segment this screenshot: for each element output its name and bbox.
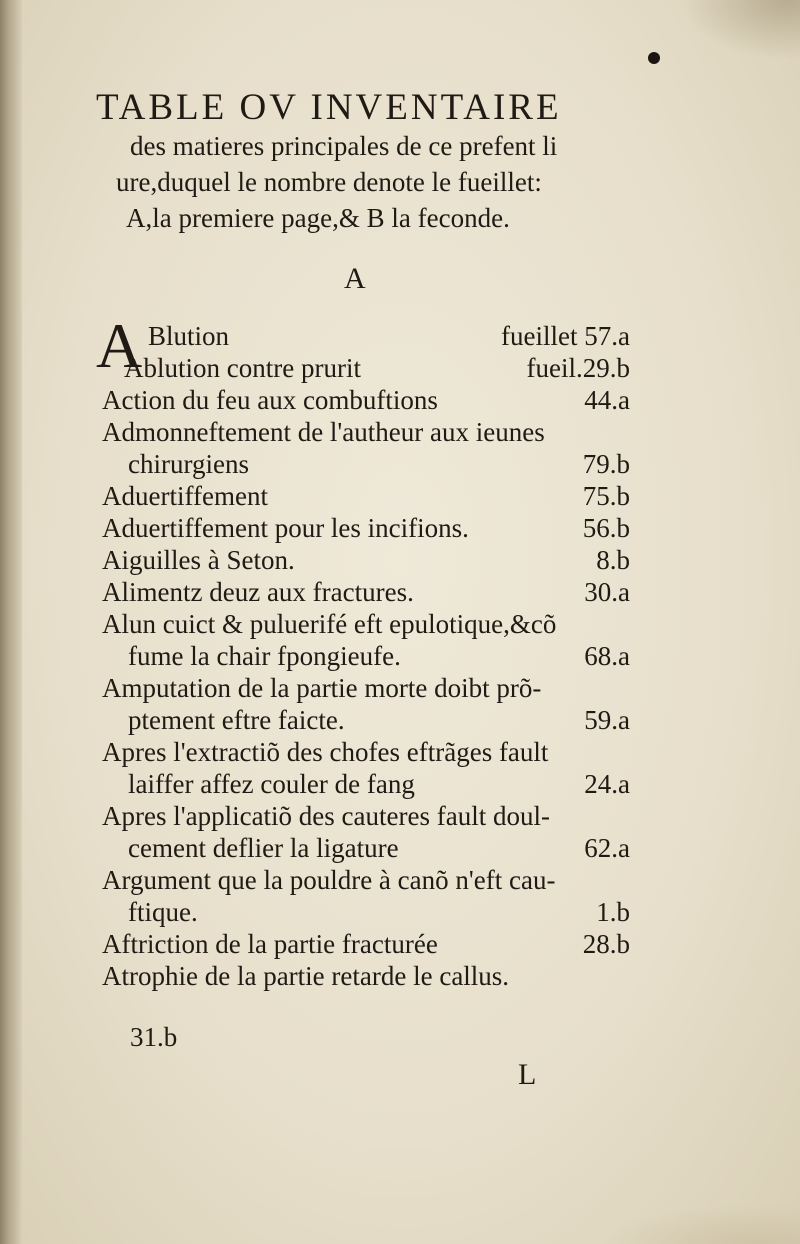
- entry-line: [102, 480, 630, 512]
- folio-reference: 62.a: [584, 833, 630, 863]
- index-entry: [102, 416, 630, 480]
- drop-cap: A: [96, 310, 143, 381]
- folio-reference: 24.a: [584, 769, 630, 799]
- heading-line-3: ure,duquel le nombre denote le fueillet:: [116, 167, 542, 197]
- section-letter: A: [344, 262, 366, 295]
- page-heading: [96, 88, 656, 236]
- entry-text: Argument que la pouldre à canõ n'eft cau-: [102, 865, 556, 895]
- folio-reference: fueillet 57.a: [501, 321, 630, 351]
- entry-continuation-line: [102, 448, 630, 480]
- index-entry: [102, 352, 630, 384]
- ink-dot: [648, 52, 660, 64]
- entry-continuation-line: [102, 640, 630, 672]
- index-entries: [96, 310, 630, 992]
- entry-line: [102, 416, 630, 448]
- entry-line: [102, 352, 630, 384]
- entry-text: Alimentz deuz aux fractures.: [102, 577, 414, 607]
- folio-reference: 75.b: [582, 481, 630, 511]
- entry-line: [102, 384, 630, 416]
- entry-text: Apres l'extractiõ des chofes eftrãges fault: [102, 737, 549, 767]
- heading-line-4: A,la premiere page,& B la feconde.: [126, 203, 510, 233]
- entry-line: [102, 960, 630, 992]
- index-entry: [102, 384, 630, 416]
- index-entry: [102, 576, 630, 608]
- entry-line: [102, 608, 630, 640]
- index-entry: [102, 864, 630, 928]
- entry-line: [102, 672, 630, 704]
- entry-line: [102, 544, 630, 576]
- folio-reference: 79.b: [582, 449, 630, 479]
- entry-text: ptement eftre faicte.: [128, 705, 345, 735]
- folio-reference: 59.a: [584, 705, 630, 735]
- entry-line: [102, 320, 630, 352]
- entry-text: Atrophie de la partie retarde le callus.: [102, 961, 510, 991]
- index-entry: [102, 960, 630, 992]
- paper-stain-bottom: [600, 1204, 800, 1244]
- entry-text: Aiguilles à Seton.: [102, 545, 295, 575]
- entry-text: Action du feu aux combuftions: [102, 385, 438, 415]
- index-entry: [102, 544, 630, 576]
- entry-text: Apres l'applicatiõ des cauteres fault doul-: [102, 801, 550, 831]
- entry-text: cement deflier la ligature: [128, 833, 399, 863]
- folio-reference: 44.a: [584, 385, 630, 415]
- folio-reference: 56.b: [582, 513, 630, 543]
- entry-continuation-line: [102, 704, 630, 736]
- index-entry: [102, 928, 630, 960]
- binding-gutter: [0, 0, 22, 1244]
- entry-text: Amputation de la partie morte doibt prõ-: [102, 673, 542, 703]
- entry-text: Blution: [148, 321, 230, 351]
- entry-text: ftique.: [128, 897, 198, 927]
- index-entry: [102, 480, 630, 512]
- index-entry: [102, 800, 630, 864]
- entry-continuation-line: [102, 896, 630, 928]
- entry-line: [102, 864, 630, 896]
- entry-text: chirurgiens: [128, 449, 249, 479]
- index-entry: [102, 608, 630, 672]
- entry-line: [102, 736, 630, 768]
- folio-reference: 30.a: [584, 577, 630, 607]
- heading-title: TABLE OV INVENTAIRE: [96, 87, 562, 128]
- entry-continuation-line: [102, 768, 630, 800]
- folio-reference: 1.b: [596, 897, 630, 927]
- entry-line: [102, 512, 630, 544]
- index-entry: [102, 512, 630, 544]
- entry-line: [102, 800, 630, 832]
- entry-text: fume la chair fpongieufe.: [128, 641, 401, 671]
- folio-reference: 28.b: [582, 929, 630, 959]
- entry-text: Aftriction de la partie fracturée: [102, 929, 438, 959]
- entry-text: Aduertiffement: [102, 481, 268, 511]
- entry-text: Ablution contre prurit: [124, 353, 361, 383]
- folio-reference: 68.a: [584, 641, 630, 671]
- index-entry: [102, 736, 630, 800]
- heading-line-2: des matieres principales de ce prefent li: [130, 131, 558, 161]
- paper-stain-top: [680, 0, 800, 60]
- folio-reference: 8.b: [596, 545, 630, 575]
- entry-text: Admonneftement de l'autheur aux ieunes: [102, 417, 545, 447]
- entry-text: Aduertiffement pour les incifions.: [102, 513, 469, 543]
- index-entry: [102, 672, 630, 736]
- entry-text: laiffer affez couler de fang: [128, 769, 415, 799]
- folio-reference: fueil.29.b: [526, 353, 630, 383]
- entry-continuation-line: [102, 832, 630, 864]
- catchword: L: [518, 1058, 537, 1091]
- tail-reference: 31.b: [130, 1022, 178, 1052]
- entry-line: [102, 928, 630, 960]
- entry-line: [102, 576, 630, 608]
- entry-text: Alun cuict & puluerifé eft epulotique,&cõ: [102, 609, 557, 639]
